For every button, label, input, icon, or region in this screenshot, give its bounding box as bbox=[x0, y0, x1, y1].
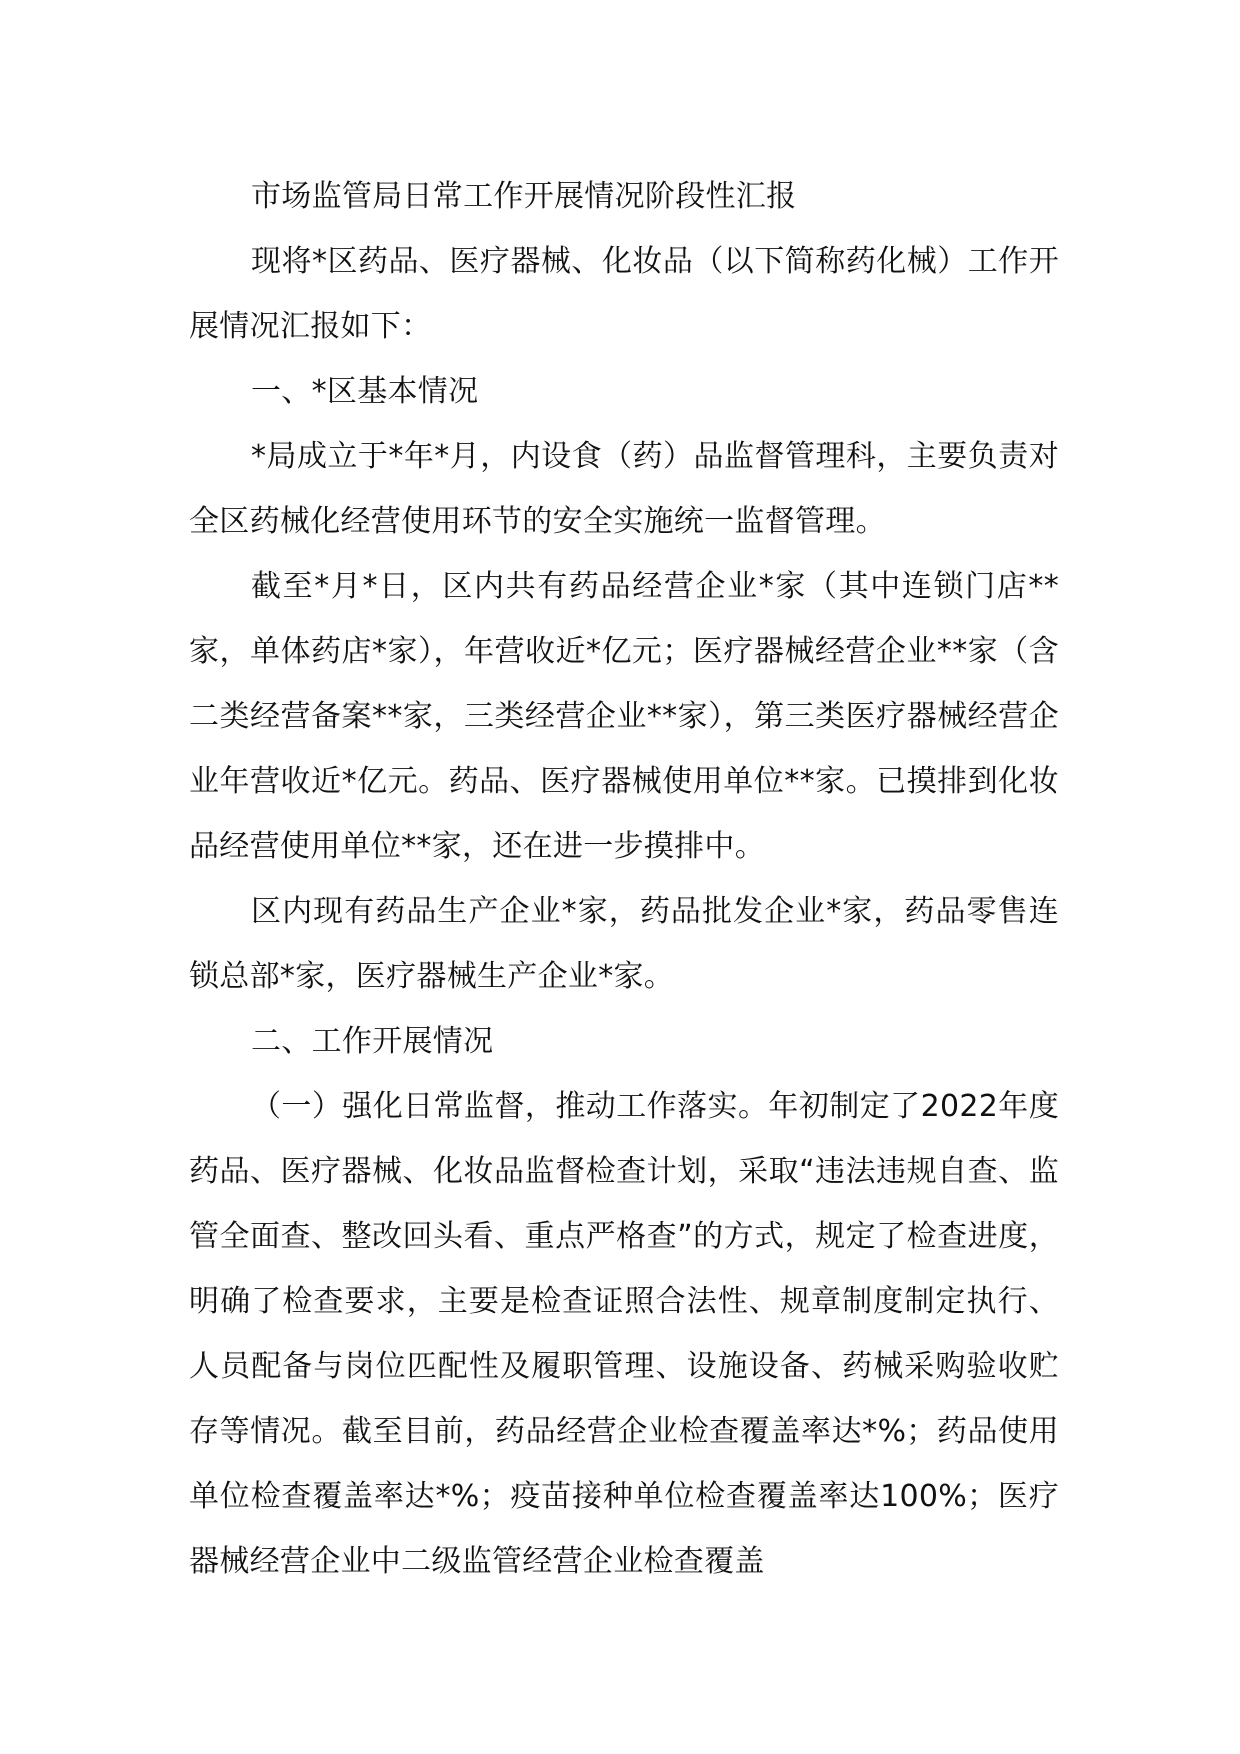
section-heading-1: 一、*区基本情况 bbox=[251, 374, 479, 409]
document-body bbox=[189, 164, 1059, 1594]
paragraph-intro: 现将*区药品、医疗器械、化妆品（以下简称药化械）工作开展情况汇报如下： bbox=[189, 244, 1059, 344]
section-heading-2: 二、工作开展情况 bbox=[251, 1024, 494, 1059]
document-title: 市场监管局日常工作开展情况阶段性汇报 bbox=[251, 179, 797, 214]
paragraph-bureau: *局成立于*年*月，内设食（药）品监督管理科，主要负责对全区药械化经营使用环节的安全实施统一监督管理。 bbox=[189, 439, 1059, 539]
paragraph-statistics: 截至*月*日，区内共有药品经营企业*家（其中连锁门店**家，单体药店*家），年营收近*亿元；医疗器械经营企业**家（含二类经营备案**家，三类经营企业**家），第三类医疗器械经营企业年营收近*亿元。药品、医疗器械使用单位**家。已摸排到化妆品经营使用单位**家，还在进一步摸排中。 bbox=[189, 569, 1059, 864]
paragraph-producers: 区内现有药品生产企业*家，药品批发企业*家，药品零售连锁总部*家，医疗器械生产企业*家。 bbox=[189, 894, 1059, 994]
paragraph-supervision: （一）强化日常监督，推动工作落实。年初制定了2022年度药品、医疗器械、化妆品监督检查计划，采取“违法违规自查、监管全面查、整改回头看、重点严格查”的方式，规定了检查进度，明确了检查要求，主要是检查证照合法性、规章制度制定执行、人员配备与岗位匹配性及履职管理、设施设备、药械采购验收贮存等情况。截至目前，药品经营企业检查覆盖率达*%；药品使用单位检查覆盖率达*%；疫苗接种单位检查覆盖率达100%；医疗器械经营企业中二级监管经营企业检查覆盖 bbox=[189, 1089, 1059, 1579]
